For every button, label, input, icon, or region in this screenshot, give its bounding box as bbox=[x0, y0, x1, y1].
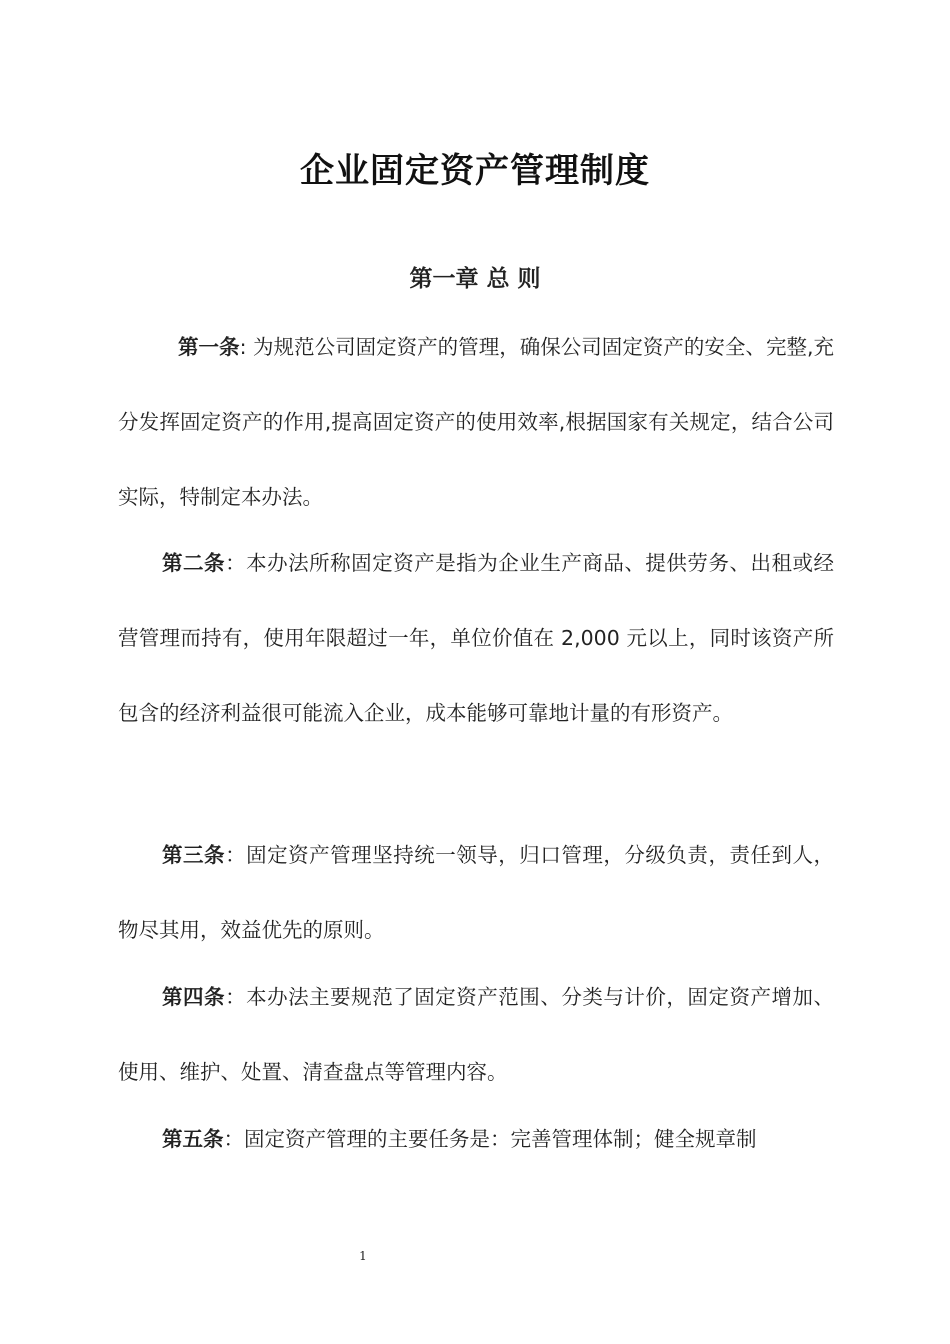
article-3-text: 固定资产管理坚持统一领导，归口管理，分级负责，责任到人，物尽其用，效益优先的原则。 bbox=[118, 843, 835, 942]
article-1 bbox=[118, 310, 834, 535]
article-2 bbox=[118, 526, 834, 751]
article-4-separator: ： bbox=[225, 985, 247, 1009]
article-3-separator: ： bbox=[225, 843, 247, 867]
article-4-label: 第四条 bbox=[162, 985, 226, 1009]
page-number: 1 bbox=[359, 1249, 367, 1263]
article-5-separator: ： bbox=[223, 1127, 244, 1151]
article-1-separator: : bbox=[239, 335, 254, 359]
article-5-text: 固定资产管理的主要任务是：完善管理体制；健全规章制 bbox=[244, 1127, 757, 1151]
article-1-label: 第一条 bbox=[178, 335, 240, 359]
document-title: 企业固定资产管理制度 bbox=[300, 151, 650, 191]
article-4-text: 本办法主要规范了固定资产范围、分类与计价，固定资产增加、使用、维护、处置、清查盘点等管理内容。 bbox=[118, 985, 835, 1084]
article-2-label: 第二条 bbox=[162, 551, 226, 575]
article-3-label: 第三条 bbox=[162, 843, 226, 867]
article-3 bbox=[118, 818, 834, 968]
article-4 bbox=[118, 960, 834, 1110]
article-5-label: 第五条 bbox=[162, 1127, 224, 1151]
article-2-separator: ： bbox=[225, 551, 247, 575]
article-5 bbox=[118, 1102, 834, 1177]
chapter-title: 第一章 总 则 bbox=[409, 266, 541, 292]
article-2-text: 本办法所称固定资产是指为企业生产商品、提供劳务、出租或经营管理而持有，使用年限超过一年，单位价值在 2,000 元以上，同时该资产所包含的经济利益很可能流入企业，成本能够可靠地计量的有形资产。 bbox=[118, 551, 835, 725]
article-1-text: 为规范公司固定资产的管理，确保公司固定资产的安全、完整,充分发挥固定资产的作用,提高固定资产的使用效率,根据国家有关规定，结合公司实际，特制定本办法。 bbox=[118, 335, 835, 509]
